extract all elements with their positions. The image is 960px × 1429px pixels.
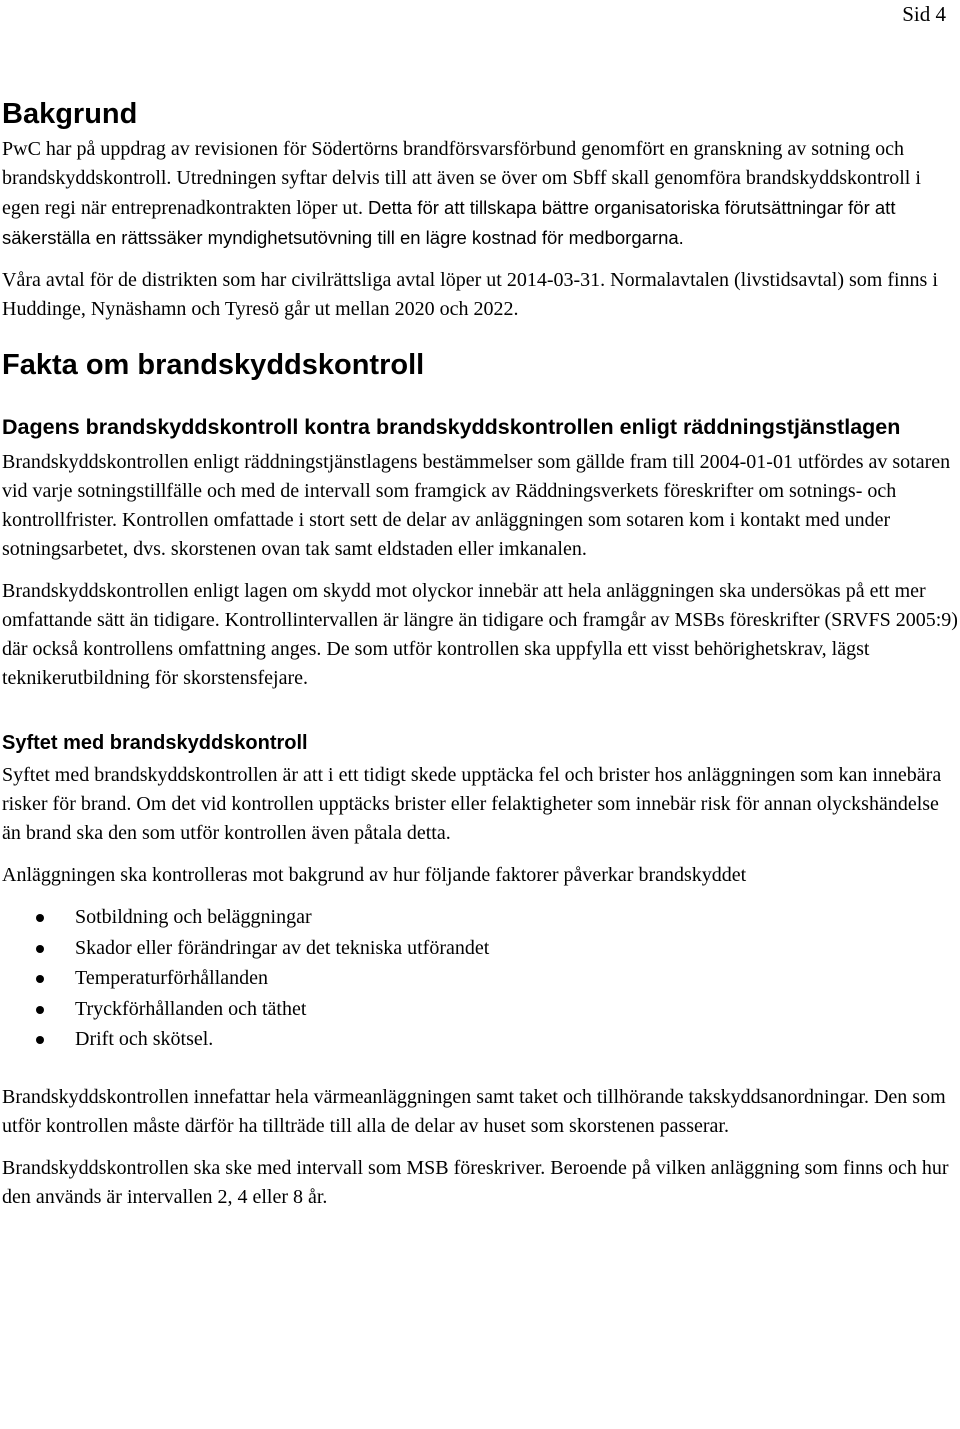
bullet-icon [36, 1006, 44, 1014]
document-body [2, 96, 958, 1212]
list-item: Skador eller förändringar av det tekniska utförandet [2, 933, 958, 964]
paragraph-dagens-2: Brandskyddskontrollen enligt lagen om skydd mot olyckor innebär att hela anläggningen ska undersökas på ett mer omfattande sätt än tidigare. Kontrollintervallen är längre än tidigare och framgår av MSBs föreskrifter (SRVFS 2005:9) där också kontrollens omfattning anges. De som utför kontrollen ska uppfylla ett visst behörighetskrav, lägst teknikerutbildning för skorstensfejare. [2, 580, 958, 689]
factor-list [2, 902, 958, 1055]
heading-syftet: Syftet med brandskyddskontroll [2, 732, 308, 754]
paragraph-bakgrund-intro-serif: PwC har på uppdrag av revisionen för Södertörns brandförsvarsförbund genomfört en granskning av sotning och brandskyddskontroll. Utredningen syftar delvis till att även se över om Sbff skall genomföra brandskyddskontroll i egen regi när entreprenadkontrakten löper ut. [2, 138, 921, 219]
page-number: Sid 4 [902, 2, 946, 26]
bullet-icon [36, 945, 44, 953]
paragraph-syftet-3: Brandskyddskontrollen innefattar hela värmeanläggningen samt taket och tillhörande takskyddsanordningar. Den som utför kontrollen måste därför ha tillträde till alla de delar av huset som skorstenen passerar. [2, 1085, 946, 1137]
paragraph-syftet-1: Syftet med brandskyddskontrollen är att i ett tidigt skede upptäcka fel och brister hos anläggningen som kan innebära risker för brand. Om det vid kontrollen upptäcks brister eller felaktigheter som innebär risk för annan olyckshändelse än brand ska den som utför kontrollen även påtala detta. [2, 764, 942, 844]
heading-bakgrund: Bakgrund [2, 98, 138, 130]
paragraph-bakgrund-avtal: Våra avtal för de distrikten som har civilrättsliga avtal löper ut 2014-03-31. Normalavtalen (livstidsavtal) som finns i Huddinge, Nynäshamn och Tyresö går ut mellan 2020 och 2022. [2, 269, 938, 320]
bullet-icon [36, 1036, 44, 1044]
heading-fakta: Fakta om brandskyddskontroll [2, 349, 425, 381]
list-item: Tryckförhållanden och täthet [2, 994, 958, 1025]
heading-dagens-brandskyddskontroll: Dagens brandskyddskontroll kontra brandskyddskontrollen enligt räddningstjänstlagen [2, 415, 901, 439]
paragraph-syftet-4: Brandskyddskontrollen ska ske med intervall som MSB föreskriver. Beroende på vilken anläggning som finns och hur den används är intervallen 2, 4 eller 8 år. [2, 1156, 949, 1208]
bullet-icon [36, 914, 44, 922]
list-item: Temperaturförhållanden [2, 963, 958, 994]
paragraph-syftet-2: Anläggningen ska kontrolleras mot bakgrund av hur följande faktorer påverkar brandskyddet [2, 864, 747, 886]
paragraph-bakgrund-intro [2, 135, 958, 253]
paragraph-dagens-1: Brandskyddskontrollen enligt räddningstjänstlagens bestämmelser som gällde fram till 2004-01-01 utfördes av sotaren vid varje sotningstillfälle och med de intervall som framgick av Räddningsverkets föreskrifter om sotnings- och kontrollfrister. Kontrollen omfattade i stort sett de delar av anläggningen som sotaren kom i kontakt med under sotningsarbetet, dvs. skorstenen ovan tak samt eldstaden eller imkanalen. [2, 451, 951, 560]
bullet-icon [36, 975, 44, 983]
paragraph-bakgrund-intro-sans: Detta för att tillskapa bättre organisatoriska förutsättningar för att säkerställa en rättssäker myndighetsutövning till en lägre kostnad för medborgarna. [2, 197, 896, 248]
list-item: Sotbildning och beläggningar [2, 902, 958, 933]
list-item: Drift och skötsel. [2, 1024, 958, 1055]
